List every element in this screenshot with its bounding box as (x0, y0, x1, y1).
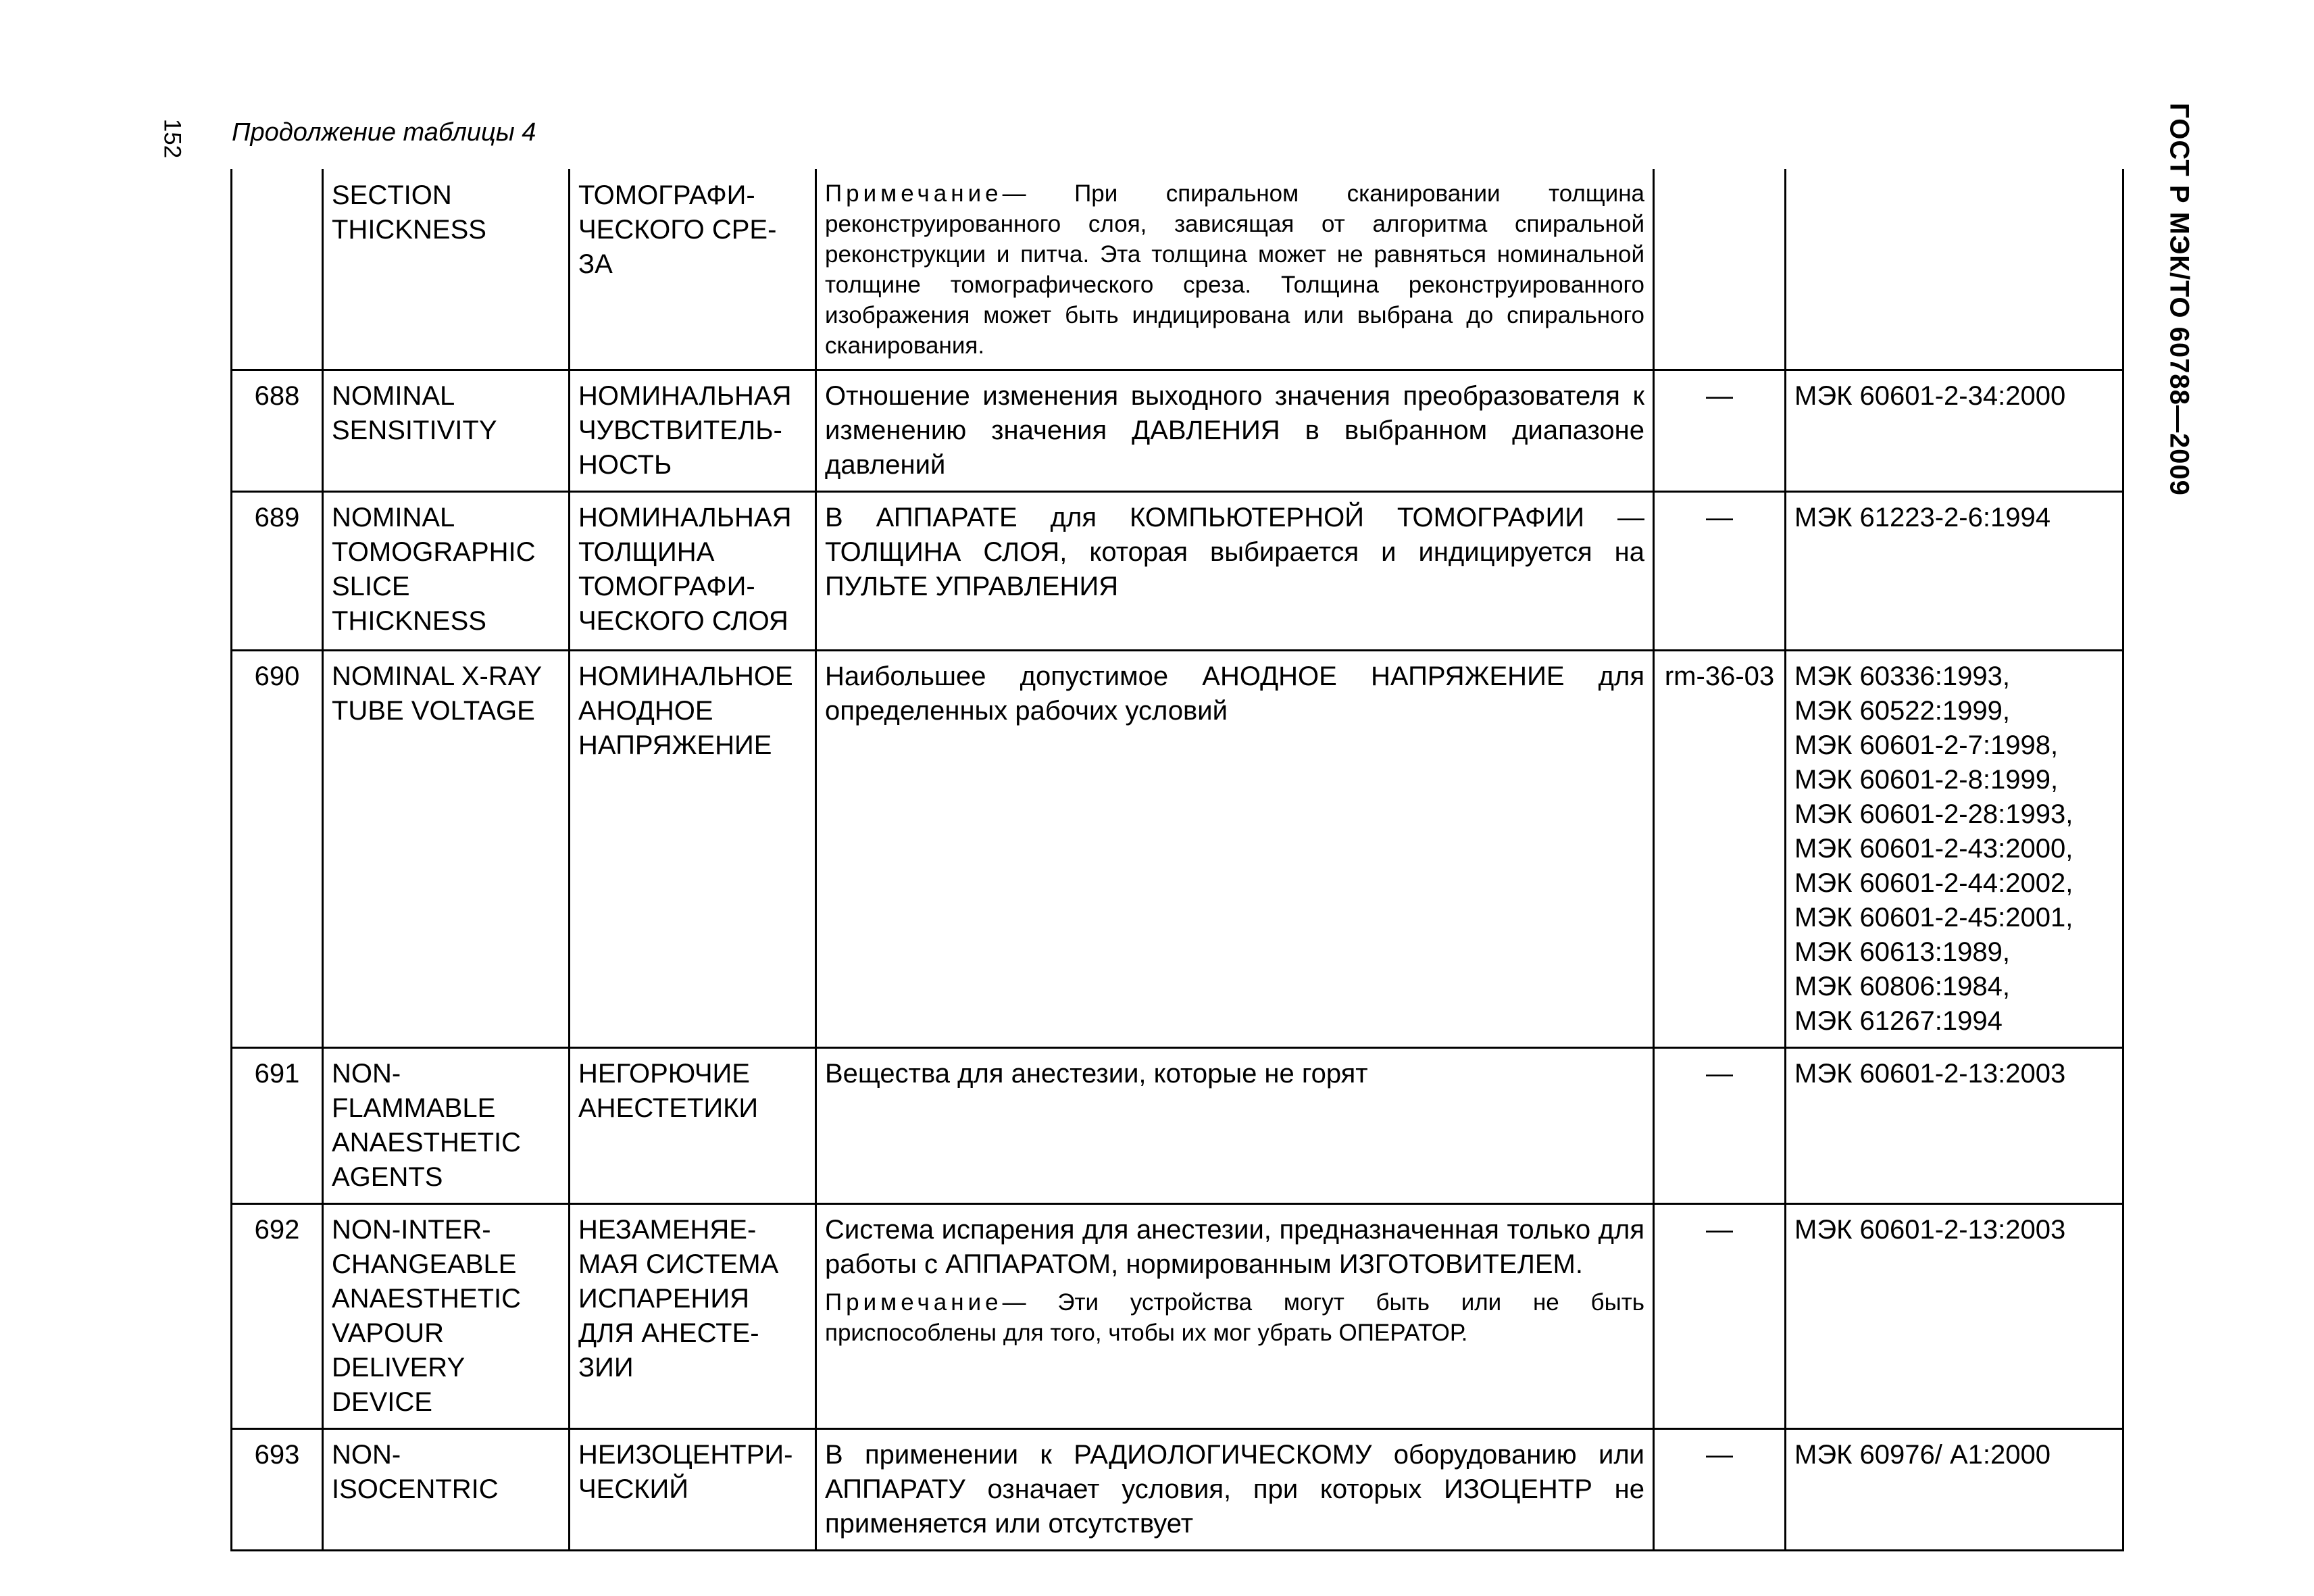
definition-text: В применении к РАДИОЛОГИЧЕСКОМУ оборудованию или АППАРАТУ означает условия, при которых ИЗОЦЕНТР не применяется или отсутствует (825, 1440, 1644, 1539)
term-russian: ТОМОГРАФИ-ЧЕСКОГО СРЕ-ЗА (570, 169, 816, 370)
term-number: 690 (232, 651, 323, 1048)
term-reference: — (1654, 492, 1786, 651)
term-english: NON-FLAMMABLE ANAESTHETIC AGENTS (323, 1048, 570, 1204)
term-number: 693 (232, 1429, 323, 1551)
term-standards (1786, 651, 2123, 1048)
standard-reference: МЭК 60601-2-13:2003 (1794, 1059, 2066, 1089)
definition-note (825, 1287, 1644, 1348)
term-definition (816, 1048, 1654, 1204)
definition-text: Система испарения для анестезии, предназначенная только для работы с АППАРАТОМ, нормированным ИЗГОТОВИТЕЛЕМ. (825, 1215, 1644, 1279)
term-reference: — (1654, 1048, 1786, 1204)
term-english: NOMINAL X-RAY TUBE VOLTAGE (323, 651, 570, 1048)
standard-reference: МЭК 60601-2-43:2000, (1794, 834, 2073, 864)
definition-text: Вещества для анестезии, которые не горят (825, 1059, 1368, 1089)
term-reference: — (1654, 1204, 1786, 1429)
note-label: Примечание (825, 1289, 1003, 1316)
term-russian: НОМИНАЛЬНАЯ ЧУВСТВИТЕЛЬ-НОСТЬ (570, 370, 816, 492)
standard-reference: МЭК 60601-2-34:2000 (1794, 381, 2066, 411)
definition-note (825, 178, 1644, 361)
term-definition (816, 651, 1654, 1048)
standard-reference: МЭК 60806:1984, (1794, 972, 2010, 1001)
term-russian: НЕИЗОЦЕНТРИ-ЧЕСКИЙ (570, 1429, 816, 1551)
terms-table-body (232, 169, 2123, 1551)
term-standards (1786, 169, 2123, 370)
term-standards (1786, 1429, 2123, 1551)
terms-table (230, 169, 2124, 1551)
term-english: NON-ISOCENTRIC (323, 1429, 570, 1551)
document-title: ГОСТ Р МЭК/ТО 60788—2009 (2164, 103, 2194, 496)
table-row (232, 1204, 2123, 1429)
standard-reference: МЭК 60601-2-7:1998, (1794, 730, 2059, 760)
term-standards (1786, 492, 2123, 651)
note-text: — При спиральном сканировании толщина реконструированного слоя, зависящая от алгоритма спиральной реконструкции и питча. Эта толщина может не равняться номинальной толщине томографического среза. Толщина реконструированного изображения может быть индицирована или выбрана до спирального сканирования. (825, 180, 1644, 359)
standard-reference: МЭК 60613:1989, (1794, 937, 2010, 967)
standard-reference: МЭК 60601-2-44:2002, (1794, 868, 2073, 898)
term-number (232, 169, 323, 370)
standard-reference: МЭК 60601-2-13:2003 (1794, 1215, 2066, 1245)
standard-reference: МЭК 60601-2-8:1999, (1794, 765, 2059, 795)
standard-reference: МЭК 61223-2-6:1994 (1794, 503, 2051, 532)
term-reference: — (1654, 370, 1786, 492)
note-label: Примечание (825, 180, 1003, 207)
definition-text: Отношение изменения выходного значения преобразователя к изменению значения ДАВЛЕНИЯ в выбранном диапазоне давлений (825, 381, 1644, 480)
term-english: NOMINAL SENSITIVITY (323, 370, 570, 492)
table-row (232, 1429, 2123, 1551)
term-russian: НЕГОРЮЧИЕ АНЕСТЕТИКИ (570, 1048, 816, 1204)
term-reference (1654, 169, 1786, 370)
term-english: NOMINAL TOMOGRAPHIC SLICE THICKNESS (323, 492, 570, 651)
term-number: 689 (232, 492, 323, 651)
term-number: 688 (232, 370, 323, 492)
note-text: — Эти устройства могут быть или не быть приспособлены для того, чтобы их мог убрать ОПЕРАТОР. (825, 1289, 1644, 1346)
term-definition (816, 169, 1654, 370)
term-standards (1786, 1048, 2123, 1204)
term-english: NON-INTER-CHANGEABLE ANAESTHETIC VAPOUR DELIVERY DEVICE (323, 1204, 570, 1429)
term-number: 691 (232, 1048, 323, 1204)
standard-reference: МЭК 60522:1999, (1794, 696, 2010, 726)
term-standards (1786, 1204, 2123, 1429)
definition-text: В АППАРАТЕ для КОМПЬЮТЕРНОЙ ТОМОГРАФИИ — ТОЛЩИНА СЛОЯ, которая выбирается и индицируется на ПУЛЬТЕ УПРАВЛЕНИЯ (825, 503, 1644, 601)
standard-reference: МЭК 60336:1993, (1794, 662, 2010, 691)
term-definition (816, 1204, 1654, 1429)
term-russian: НОМИНАЛЬНАЯ ТОЛЩИНА ТОМОГРАФИ-ЧЕСКОГО СЛОЯ (570, 492, 816, 651)
table-row (232, 1048, 2123, 1204)
term-definition (816, 1429, 1654, 1551)
standard-reference: МЭК 60976/ A1:2000 (1794, 1440, 2051, 1470)
term-russian: НОМИНАЛЬНОЕ АНОДНОЕ НАПРЯЖЕНИЕ (570, 651, 816, 1048)
page-number: 152 (159, 118, 186, 159)
term-english: SECTION THICKNESS (323, 169, 570, 370)
table-row (232, 492, 2123, 651)
standard-reference: МЭК 60601-2-28:1993, (1794, 799, 2073, 829)
term-reference: — (1654, 1429, 1786, 1551)
term-standards (1786, 370, 2123, 492)
table-row (232, 169, 2123, 370)
standard-reference: МЭК 60601-2-45:2001, (1794, 903, 2073, 932)
definition-text: Наибольшее допустимое АНОДНОЕ НАПРЯЖЕНИЕ для определенных рабочих условий (825, 662, 1644, 726)
term-definition (816, 370, 1654, 492)
term-reference: rm-36-03 (1654, 651, 1786, 1048)
table-caption: Продолжение таблицы 4 (232, 118, 536, 147)
term-definition (816, 492, 1654, 651)
term-russian: НЕЗАМЕНЯЕ-МАЯ СИСТЕМА ИСПАРЕНИЯ ДЛЯ АНЕСТЕ-ЗИИ (570, 1204, 816, 1429)
table-row (232, 370, 2123, 492)
table-row (232, 651, 2123, 1048)
standard-reference: МЭК 61267:1994 (1794, 1006, 2003, 1036)
term-number: 692 (232, 1204, 323, 1429)
